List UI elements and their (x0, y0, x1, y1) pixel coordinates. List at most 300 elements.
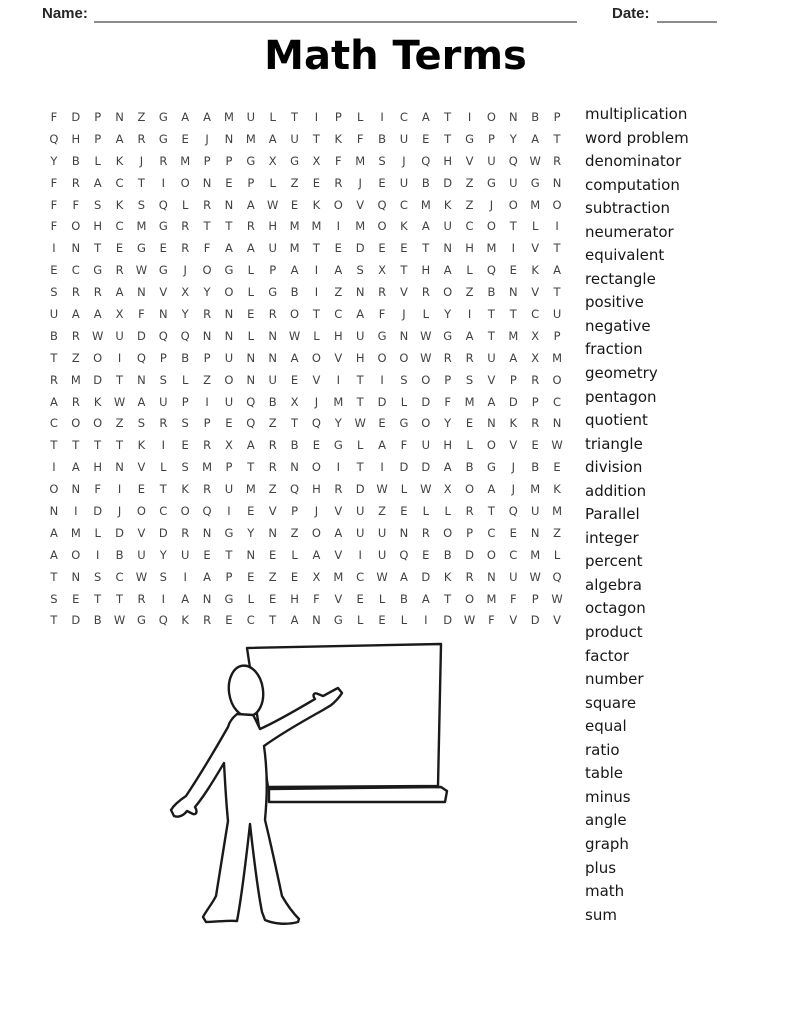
grid-letter: U (552, 306, 562, 321)
grid-letter: H (333, 328, 343, 343)
grid-letter: O (443, 285, 453, 300)
grid-letter: R (465, 503, 474, 518)
grid-letter: L (247, 591, 255, 606)
grid-row (43, 412, 568, 434)
grid-letter: G (224, 525, 234, 540)
grid-letter: E (50, 263, 58, 278)
grid-letter: N (71, 482, 81, 497)
grid-letter: A (115, 285, 124, 300)
grid-letter: X (531, 328, 540, 343)
grid-letter: G (224, 591, 234, 606)
grid-letter: U (268, 372, 277, 387)
grid-letter: W (113, 613, 126, 628)
grid-letter: D (530, 613, 540, 628)
grid-letter: M (552, 350, 563, 365)
grid-letter: V (137, 460, 146, 475)
grid-letter: N (290, 460, 299, 475)
grid-letter: K (531, 263, 539, 278)
grid-letter: H (421, 263, 431, 278)
grid-letter: V (159, 285, 168, 300)
grid-letter: Z (203, 372, 211, 387)
grid-letter: O (486, 219, 496, 234)
grid-letter: L (291, 547, 298, 562)
grid-letter: S (181, 460, 189, 475)
word-list-item: division (585, 458, 643, 477)
grid-letter: N (115, 460, 124, 475)
grid-letter: N (202, 328, 212, 343)
grid-letter: D (71, 109, 81, 124)
grid-letter: X (531, 350, 540, 365)
grid-letter: Q (180, 328, 190, 343)
grid-letter: L (400, 613, 408, 628)
grid-letter: O (136, 503, 146, 518)
grid-letter: Q (311, 416, 321, 431)
grid-row (43, 369, 568, 391)
grid-letter: J (139, 153, 144, 168)
grid-letter: I (555, 219, 559, 234)
grid-letter: T (509, 306, 517, 321)
grid-letter: B (487, 285, 496, 300)
grid-letter: B (181, 350, 190, 365)
grid-letter: R (159, 416, 168, 431)
grid-letter: C (531, 306, 540, 321)
grid-letter: M (136, 219, 147, 234)
grid-letter: S (137, 197, 146, 212)
grid-letter: J (117, 503, 122, 518)
grid-letter: B (465, 460, 474, 475)
grid-letter: B (421, 175, 430, 190)
grid-letter: P (334, 109, 342, 124)
grid-letter: T (116, 372, 124, 387)
grid-letter: T (50, 613, 58, 628)
grid-letter: L (160, 460, 167, 475)
grid-letter: I (117, 482, 122, 497)
grid-letter: R (49, 372, 58, 387)
grid-letter: S (181, 416, 189, 431)
word-list-item: plus (585, 858, 617, 877)
grid-letter: D (399, 460, 409, 475)
grid-letter: N (268, 525, 277, 540)
grid-letter: R (421, 525, 430, 540)
letter-grid (43, 106, 568, 631)
grid-letter: T (487, 328, 495, 343)
grid-letter: Z (268, 482, 277, 497)
grid-letter: M (552, 503, 563, 518)
grid-row (43, 434, 568, 456)
grid-letter: R (334, 482, 343, 497)
grid-letter: O (71, 547, 81, 562)
page-title: Math Terms (264, 33, 527, 79)
grid-letter: L (553, 547, 561, 562)
grid-letter: J (314, 394, 319, 409)
grid-letter: Y (444, 416, 452, 431)
grid-letter: R (159, 153, 168, 168)
grid-letter: A (443, 460, 452, 475)
grid-letter: T (487, 306, 495, 321)
grid-letter: E (225, 613, 233, 628)
grid-letter: T (269, 613, 277, 628)
grid-letter: E (509, 525, 517, 540)
grid-letter: Q (246, 416, 256, 431)
grid-letter: D (421, 460, 431, 475)
word-list-item: addition (585, 481, 647, 500)
grid-row (43, 391, 568, 413)
grid-letter: Z (137, 109, 146, 124)
grid-letter: R (181, 219, 190, 234)
grid-letter: N (71, 241, 81, 256)
grid-letter: U (355, 328, 365, 343)
grid-letter: S (137, 416, 146, 431)
grid-letter: T (159, 482, 167, 497)
grid-letter: H (443, 438, 453, 453)
grid-letter: F (335, 153, 342, 168)
grid-letter: K (137, 438, 146, 453)
grid-letter: M (311, 219, 322, 234)
grid-letter: D (508, 394, 518, 409)
grid-row (43, 347, 568, 369)
grid-letter: L (466, 438, 473, 453)
grid-letter: L (422, 306, 430, 321)
grid-letter: A (553, 263, 561, 278)
grid-letter: A (421, 591, 430, 606)
grid-letter: V (356, 197, 365, 212)
grid-letter: N (530, 525, 540, 540)
grid-letter: C (246, 613, 255, 628)
grid-letter: L (466, 263, 473, 278)
grid-letter: O (93, 416, 103, 431)
grid-letter: L (181, 372, 189, 387)
grid-letter: O (71, 219, 81, 234)
grid-letter: C (487, 525, 496, 540)
grid-letter: N (268, 328, 277, 343)
grid-letter: N (443, 241, 452, 256)
grid-letter: E (137, 482, 146, 497)
grid-letter: M (70, 525, 81, 540)
word-list-item: percent (585, 552, 643, 571)
grid-letter: K (312, 197, 321, 212)
grid-letter: W (376, 569, 388, 584)
grid-letter: A (334, 263, 343, 278)
word-list-item: triangle (585, 434, 643, 453)
grid-letter: Y (50, 153, 58, 168)
grid-row (43, 456, 568, 478)
grid-letter: T (444, 131, 452, 146)
grid-row (43, 172, 568, 194)
grid-letter: E (247, 306, 255, 321)
grid-letter: N (202, 591, 212, 606)
grid-letter: K (400, 219, 408, 234)
grid-letter: T (116, 438, 124, 453)
grid-row (43, 237, 568, 259)
grid-letter: T (422, 241, 430, 256)
word-list-item: denominator (585, 152, 682, 171)
word-list-item: word problem (585, 128, 689, 147)
grid-letter: W (420, 482, 432, 497)
word-list-item: positive (585, 293, 644, 312)
word-list-item: square (585, 693, 637, 712)
grid-letter: A (181, 591, 190, 606)
grid-letter: N (224, 328, 234, 343)
grid-letter: I (336, 372, 341, 387)
grid-letter: D (93, 503, 103, 518)
grid-letter: G (158, 131, 168, 146)
grid-letter: O (333, 197, 343, 212)
grid-letter: J (183, 263, 187, 278)
grid-letter: A (203, 109, 211, 124)
grid-letter: D (355, 482, 365, 497)
grid-letter: O (377, 219, 387, 234)
grid-letter: I (74, 503, 78, 518)
grid-letter: U (180, 547, 190, 562)
grid-letter: Z (378, 503, 386, 518)
grid-letter: T (247, 460, 255, 475)
grid-letter: T (444, 591, 452, 606)
grid-letter: M (333, 569, 344, 584)
grid-letter: H (71, 131, 81, 146)
word-list-item: quotient (585, 411, 648, 430)
grid-letter: U (487, 153, 496, 168)
grid-letter: S (50, 285, 58, 300)
grid-letter: R (268, 438, 277, 453)
grid-letter: C (553, 394, 562, 409)
grid-letter: O (552, 197, 562, 212)
grid-letter: X (378, 263, 386, 278)
word-list-item: octagon (585, 599, 646, 618)
grid-row (43, 303, 568, 325)
grid-letter: S (400, 372, 408, 387)
grid-letter: Y (334, 416, 342, 431)
grid-letter: B (399, 591, 408, 606)
grid-letter: M (180, 153, 191, 168)
grid-letter: F (444, 394, 451, 409)
grid-letter: C (115, 175, 124, 190)
word-list-item: algebra (585, 575, 642, 594)
grid-letter: E (181, 131, 189, 146)
grid-letter: T (553, 131, 561, 146)
grid-letter: F (356, 131, 364, 146)
grid-letter: Q (508, 503, 518, 518)
grid-letter: T (50, 438, 58, 453)
grid-letter: W (463, 613, 476, 628)
grid-letter: D (421, 569, 431, 584)
grid-letter: Q (377, 197, 387, 212)
grid-letter: B (378, 131, 386, 146)
grid-letter: O (421, 416, 431, 431)
grid-letter: M (420, 197, 431, 212)
grid-letter: P (181, 394, 189, 409)
grid-letter: Q (158, 197, 168, 212)
grid-letter: V (334, 350, 343, 365)
word-list-item: graph (585, 834, 629, 853)
grid-letter: S (378, 153, 386, 168)
grid-letter: M (223, 109, 234, 124)
grid-letter: O (377, 350, 387, 365)
grid-letter: G (246, 153, 256, 168)
grid-letter: N (399, 525, 409, 540)
grid-letter: I (161, 175, 166, 190)
grid-letter: M (245, 482, 256, 497)
grid-letter: A (225, 241, 233, 256)
grid-letter: I (314, 263, 319, 278)
grid-row (43, 128, 568, 150)
grid-letter: A (290, 263, 299, 278)
grid-letter: R (334, 175, 343, 190)
grid-letter: N (552, 175, 562, 190)
teacher-illustration (150, 630, 480, 940)
grid-letter: L (531, 219, 539, 234)
grid-letter: P (225, 153, 233, 168)
grid-letter: R (268, 306, 277, 321)
grid-letter: W (135, 263, 148, 278)
grid-row (43, 500, 568, 522)
grid-letter: O (180, 175, 190, 190)
grid-letter: O (552, 372, 562, 387)
word-list-item: product (585, 623, 643, 642)
word-list-item: angle (585, 811, 627, 830)
name-fill-in-line (94, 3, 577, 23)
grid-letter: C (49, 416, 58, 431)
grid-letter: A (487, 394, 496, 409)
grid-letter: Y (444, 306, 452, 321)
grid-letter: V (334, 547, 343, 562)
grid-letter: N (246, 372, 256, 387)
grid-letter: E (400, 241, 408, 256)
grid-letter: Z (553, 525, 561, 540)
word-list-item: ratio (585, 740, 620, 759)
grid-letter: E (225, 416, 233, 431)
grid-letter: W (529, 569, 541, 584)
grid-letter: B (93, 613, 102, 628)
grid-letter: Q (49, 131, 59, 146)
grid-letter: K (443, 197, 452, 212)
grid-letter: V (268, 503, 277, 518)
grid-letter: O (202, 263, 212, 278)
grid-letter: A (268, 131, 277, 146)
grid-letter: R (181, 525, 190, 540)
grid-letter: G (224, 263, 234, 278)
grid-letter: T (225, 547, 233, 562)
grid-letter: I (161, 438, 166, 453)
grid-letter: M (508, 328, 519, 343)
grid-letter: N (487, 569, 496, 584)
word-list-item: minus (585, 787, 631, 806)
grid-letter: T (356, 372, 364, 387)
grid-letter: F (400, 438, 408, 453)
grid-letter: A (378, 438, 386, 453)
grid-letter: Z (115, 416, 124, 431)
grid-letter: R (93, 285, 102, 300)
grid-letter: P (225, 569, 233, 584)
grid-letter: U (224, 394, 234, 409)
grid-letter: V (509, 438, 518, 453)
grid-letter: E (115, 241, 124, 256)
grid-letter: O (399, 350, 409, 365)
grid-letter: W (113, 394, 126, 409)
word-list-item: neumerator (585, 222, 674, 241)
grid-letter: A (181, 109, 190, 124)
grid-letter: N (115, 109, 124, 124)
grid-letter: U (355, 525, 365, 540)
whiteboard (247, 644, 441, 787)
grid-letter: O (224, 285, 234, 300)
grid-letter: U (246, 109, 256, 124)
grid-letter: A (465, 328, 474, 343)
grid-letter: F (510, 591, 517, 606)
grid-letter: L (269, 175, 276, 190)
grid-letter: N (202, 525, 212, 540)
grid-letter: I (380, 109, 384, 124)
grid-row (43, 544, 568, 566)
grid-letter: U (399, 175, 409, 190)
grid-letter: P (203, 416, 211, 431)
grid-letter: Q (246, 394, 256, 409)
grid-letter: L (400, 394, 408, 409)
grid-letter: I (161, 591, 166, 606)
grid-letter: I (314, 285, 319, 300)
grid-letter: B (71, 153, 80, 168)
grid-letter: X (268, 153, 277, 168)
grid-letter: A (203, 569, 211, 584)
grid-letter: E (290, 372, 299, 387)
grid-letter: P (203, 350, 211, 365)
grid-letter: Z (268, 569, 277, 584)
grid-letter: G (486, 175, 496, 190)
word-list-item: rectangle (585, 269, 656, 288)
grid-letter: T (50, 569, 58, 584)
grid-letter: E (247, 503, 255, 518)
grid-letter: E (509, 263, 517, 278)
grid-letter: L (378, 591, 386, 606)
grid-letter: N (224, 306, 234, 321)
grid-row (43, 150, 568, 172)
grid-letter: E (225, 175, 233, 190)
grid-letter: C (115, 569, 124, 584)
grid-letter: O (93, 350, 103, 365)
grid-letter: H (93, 460, 103, 475)
grid-letter: A (312, 547, 321, 562)
grid-letter: H (355, 350, 365, 365)
grid-letter: P (531, 394, 539, 409)
grid-letter: I (424, 613, 428, 628)
grid-letter: F (488, 613, 495, 628)
grid-letter: M (486, 591, 497, 606)
grid-letter: B (115, 547, 124, 562)
word-list-item: multiplication (585, 105, 688, 123)
grid-letter: N (355, 285, 365, 300)
grid-letter: G (486, 460, 496, 475)
grid-letter: N (71, 569, 81, 584)
grid-letter: L (247, 263, 255, 278)
grid-letter: G (333, 438, 343, 453)
grid-letter: A (421, 109, 430, 124)
grid-letter: P (553, 328, 561, 343)
grid-letter: Q (136, 350, 146, 365)
grid-letter: I (95, 547, 100, 562)
grid-letter: U (355, 503, 365, 518)
grid-letter: H (93, 219, 103, 234)
grid-letter: E (378, 613, 386, 628)
grid-letter: M (530, 482, 541, 497)
grid-letter: E (181, 438, 189, 453)
word-list-item: table (585, 764, 623, 783)
grid-letter: T (94, 591, 102, 606)
grid-letter: I (205, 394, 209, 409)
grid-letter: G (93, 263, 103, 278)
grid-letter: N (49, 503, 59, 518)
grid-letter: W (376, 482, 388, 497)
grid-letter: R (531, 372, 540, 387)
grid-letter: L (444, 503, 451, 518)
